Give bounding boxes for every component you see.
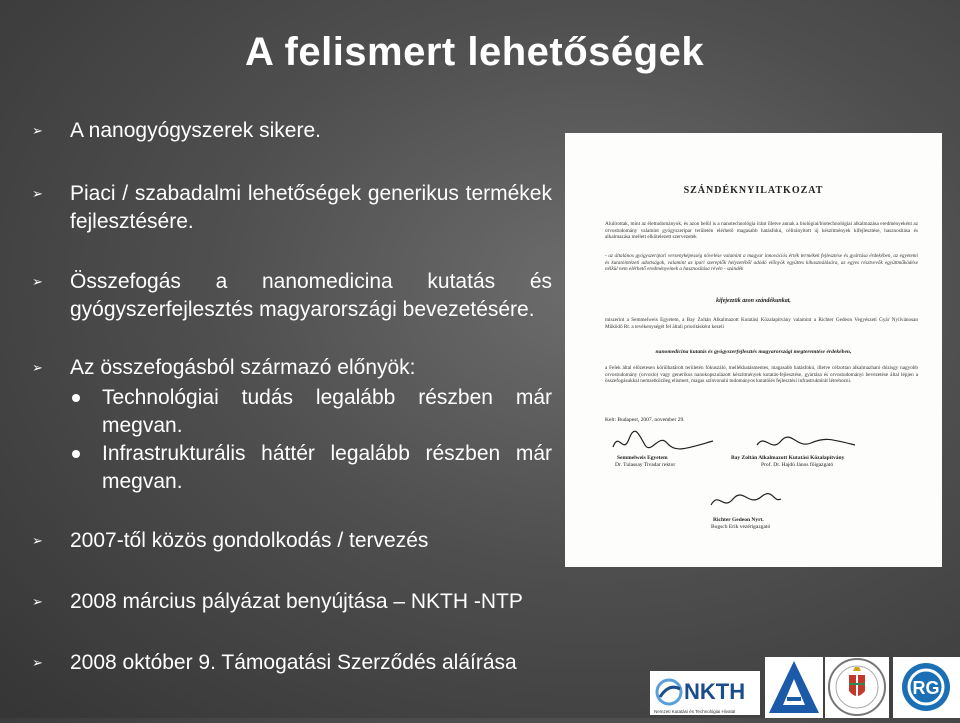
arrow-bullet-icon: ➢ [32, 655, 43, 670]
nkth-logo-caption: Nemzeti Kutatási és Technológiai Hivatal [654, 709, 736, 714]
arrow-bullet-icon: ➢ [32, 594, 43, 609]
arrow-bullet-icon: ➢ [32, 186, 43, 201]
bullet-6 [32, 588, 552, 616]
richter-gedeon-logo [893, 657, 960, 718]
sub-bullet-1 [70, 384, 552, 440]
bullet-1 [32, 117, 552, 145]
arrow-bullet-icon: ➢ [32, 360, 43, 375]
nkth-swirl-icon [654, 677, 684, 707]
signature-2-icon [751, 431, 861, 455]
dot-bullet-icon [72, 450, 80, 458]
bullet-7 [32, 649, 552, 677]
sub-bullet-text: Technológiai tudás legalább részben már megvan. [102, 386, 552, 437]
rg-logo-text: RG [912, 678, 940, 698]
seal-icon [825, 657, 889, 718]
document-mezoerint: miszerint a Semmelweis Egyetem, a Bay Zoltán Alkalmazott Kutatási Közalapítvány valamint a Richter Gedeon Vegyészeti Gyár Nyilvánosan Működő Rt. a tevékenységét fel általi prioritásként kezeli [605, 317, 918, 330]
letter-of-intent-image [565, 133, 942, 567]
rg-logo-icon [893, 657, 960, 718]
document-kifejezzuk: kifejezzük azon szándékunkat, [716, 298, 791, 304]
nkth-logo-text: NKTH [684, 679, 746, 704]
triangle-logo [765, 657, 823, 718]
document-body2: a Felek által előzetesen körülhatárolt területén fókuszáló, mellékhatásmentes, magasabb hatásfokú, illetve célzottan alkalmazható dózisgy nagyobb orvostudomány (orvoslo) vagy generikus nanokopszulázott készítmények kutatás-fejlesztése, gyártása és orvostudományi bevezetése által lépjen a összefogásukkal nemzetközileg elismert, magas színvonalú tudományos kutatóiés fejlesztési infrastruktúrát létrehozni. [605, 365, 918, 385]
signer-1-title: Dr. Tulassay Tivadar rektor [615, 462, 676, 468]
signer-3-title: Bogsch Erik vezérigazgató [711, 524, 771, 530]
bullet-text: Összefogás a nanomedicina kutatás és gyógyszerfejlesztés magyarországi bevezetésére. [70, 270, 552, 321]
bullet-text: Az összefogásból származó előnyök: [70, 356, 416, 379]
bullet-text: 2007-től közös gondolkodás / tervezés [70, 529, 429, 552]
bullet-text: A nanogyógyszerek sikere. [70, 119, 321, 142]
document-intro: Alulírottak, mint az élettudományok, és azon belül is a nanotechnológia iránt illetve annak a biológiai/biotechnológiai alkalmazása eredményeként az orvostudomány valamint gyógyszeripar területén elérhető magasabb hatásfokú, célirányított új készítmények kifejlesztése, hasznosítása és alkalmazása mellett elkötelezett szervezetek [605, 221, 918, 241]
triangle-logo-icon [765, 657, 823, 718]
document-italic-para: - az általános gyógyszeripari versenyképesség növelése valamint a magyar innovációs érték termékek fejlesztése és gyártása érdekében, az egyetemi és kutatóintézeti adottságok, valamint az ipari szereplők helyzetéből adódó előnyök együttes kihasználására, az egyes résztvevők együttműködése nélkül nem elérhető eredményeinek a hasznosítása révén - szándék [605, 253, 918, 273]
bullet-5 [32, 527, 552, 555]
arrow-bullet-icon: ➢ [32, 533, 43, 548]
bullet-text: Piaci / szabadalmi lehetőségek generikus termékek fejlesztésére. [70, 182, 552, 233]
signer-2-title: Prof. Dr. Hajdú János főigazgató [761, 462, 834, 468]
nkth-logo [650, 671, 760, 715]
university-seal-logo [825, 657, 889, 718]
bullet-2 [32, 180, 552, 236]
signature-3-icon [705, 489, 785, 513]
arrow-bullet-icon: ➢ [32, 123, 43, 138]
sub-bullet-2 [70, 440, 552, 496]
slide-title: A felismert lehetőségek [245, 30, 705, 74]
bullet-text: 2008 október 9. Támogatási Szerződés aláírása [70, 651, 517, 674]
dot-bullet-icon [72, 394, 80, 402]
document-heading: SZÁNDÉKNYILATKOZAT [683, 185, 824, 196]
bullet-3 [32, 268, 552, 324]
bullet-4 [32, 354, 552, 382]
signer-1-name: Semmelweis Egyetem [617, 455, 668, 461]
signer-2-name: Bay Zoltán Alkalmazott Kutatási Közalapítvány [731, 455, 845, 461]
signature-1-icon [609, 429, 719, 455]
sub-bullet-text: Infrastrukturális háttér legalább részben már megvan. [102, 442, 552, 493]
bullet-text: 2008 március pályázat benyújtása – NKTH -NTP [70, 590, 523, 613]
document-center-line: nanomedicina kutatás és gyógyszerfejlesztés magyarországi megteremtése érdekében, [655, 349, 852, 355]
signer-3-name: Richter Gedeon Nyrt. [713, 517, 764, 523]
document-date: Kelt: Budapest, 2007. november 29. [605, 417, 685, 423]
arrow-bullet-icon: ➢ [32, 274, 43, 289]
